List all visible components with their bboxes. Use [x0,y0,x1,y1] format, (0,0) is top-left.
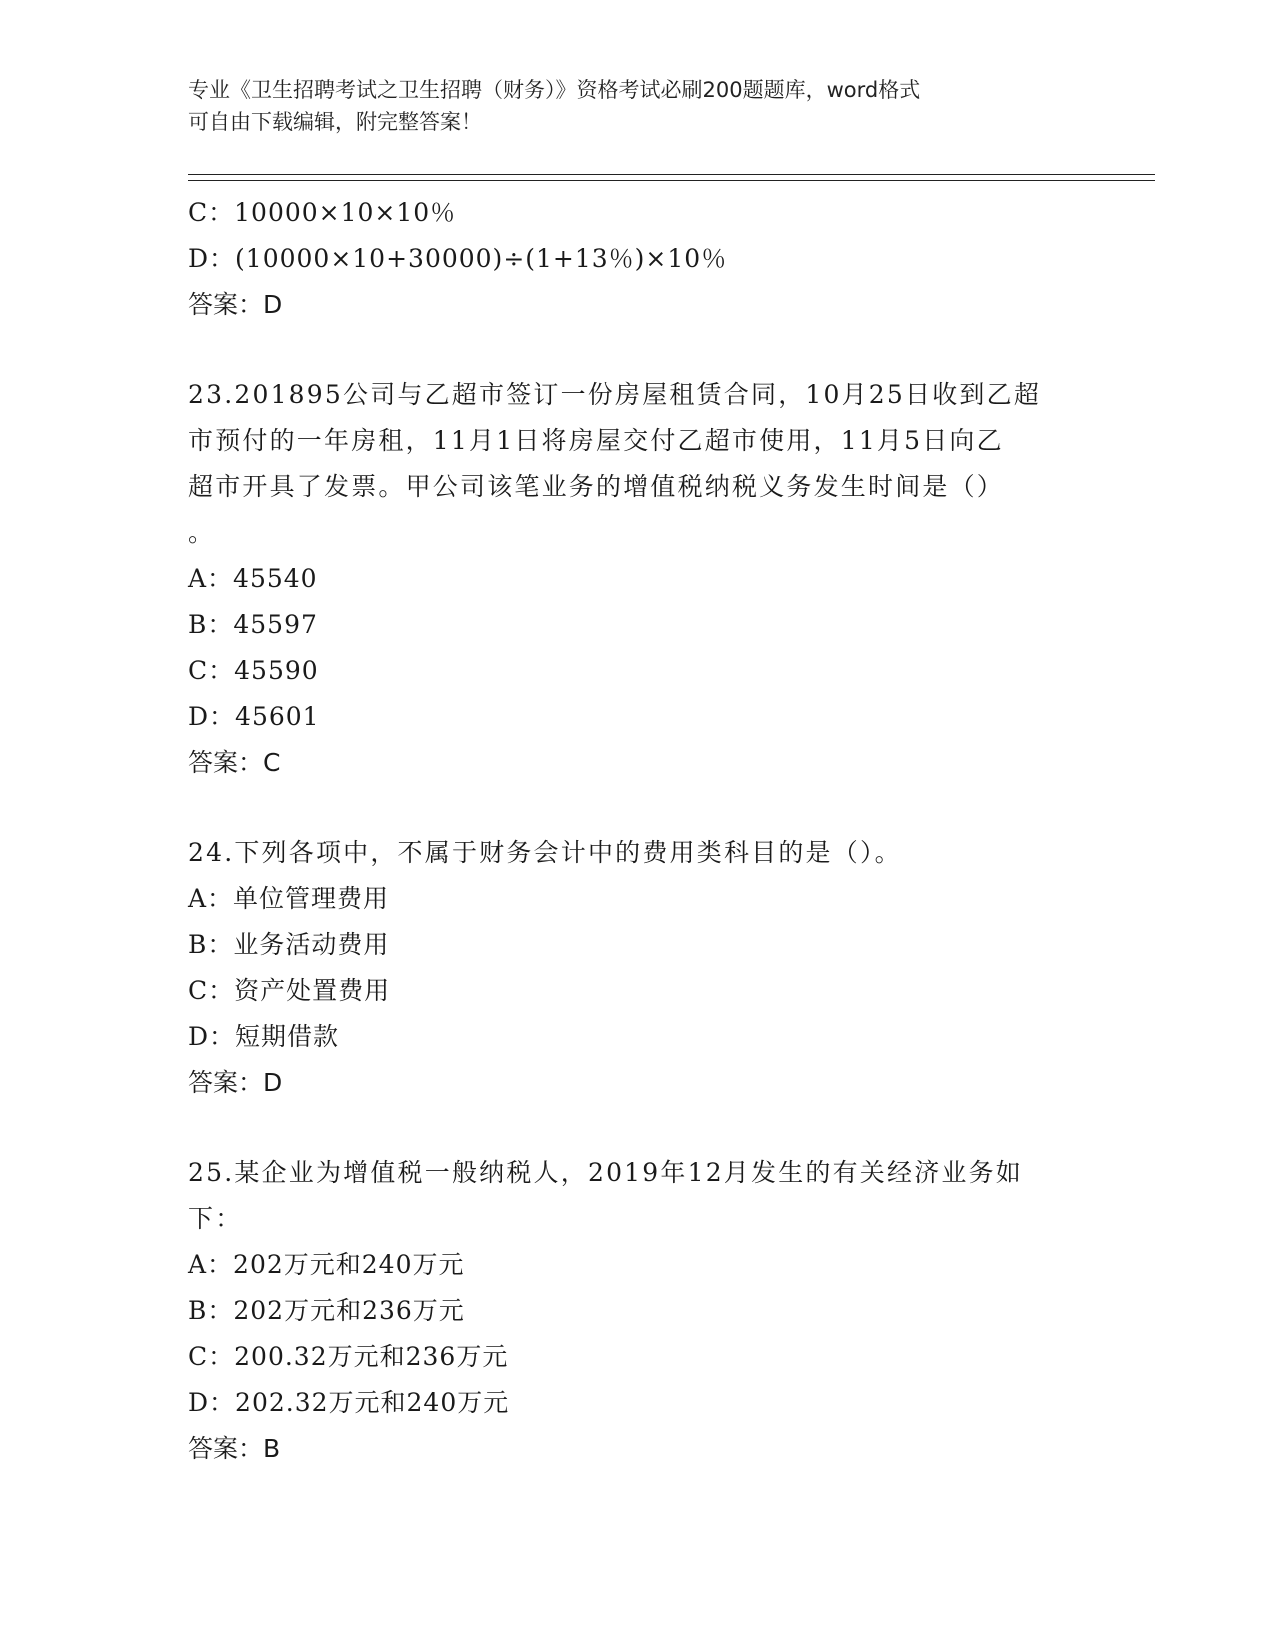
option-a: A：单位管理费用 [188,884,390,913]
stem-line: 23.201895公司与乙超市签订一份房屋租赁合同，10月25日收到乙超 [188,380,1042,409]
option-b: B：业务活动费用 [188,930,390,959]
header-line-2: 可自由下载编辑，附完整答案！ [188,110,482,134]
answer: 答案：D [188,290,283,319]
option-d: D：202.32万元和240万元 [188,1388,510,1417]
question-stem [188,1150,1078,1242]
header-line-1: 专业《卫生招聘考试之卫生招聘（财务）》资格考试必刷200题题库，word格式 [188,78,921,102]
option-c: C：45590 [188,656,319,685]
question-22 [188,190,1078,328]
question-23 [188,372,1078,786]
option-b: B：45597 [188,610,318,639]
option-a: A：202万元和240万元 [188,1250,465,1279]
question-24 [188,830,1078,1106]
document-header [188,74,1088,138]
option-d: D：45601 [188,702,320,731]
stem-line: 超市开具了发票。甲公司该笔业务的增值税纳税义务发生时间是（） [188,472,1005,501]
stem-line: 24.下列各项中，不属于财务会计中的费用类科目的是（）。 [188,838,902,867]
stem-line: 。 [188,518,216,547]
header-divider-top [188,174,1155,175]
answer: 答案：C [188,748,281,777]
question-list [188,190,1078,1472]
question-stem [188,830,1078,876]
stem-line: 25.某企业为增值税一般纳税人，2019年12月发生的有关经济业务如 [188,1158,1023,1187]
option-c: C：10000×10×10％ [188,198,457,227]
stem-line: 市预付的一年房租，11月1日将房屋交付乙超市使用，11月5日向乙 [188,426,1004,455]
header-divider-bottom [188,180,1155,181]
stem-line: 下： [188,1204,243,1233]
question-25 [188,1150,1078,1472]
option-d: D：短期借款 [188,1022,340,1051]
answer: 答案：D [188,1068,283,1097]
option-a: A：45540 [188,564,318,593]
answer: 答案：B [188,1434,281,1463]
question-stem [188,372,1078,556]
option-c: C：资产处置费用 [188,976,391,1005]
option-b: B：202万元和236万元 [188,1296,465,1325]
option-d: D：(10000×10+30000)÷(1+13％)×10％ [188,244,728,273]
option-c: C：200.32万元和236万元 [188,1342,509,1371]
